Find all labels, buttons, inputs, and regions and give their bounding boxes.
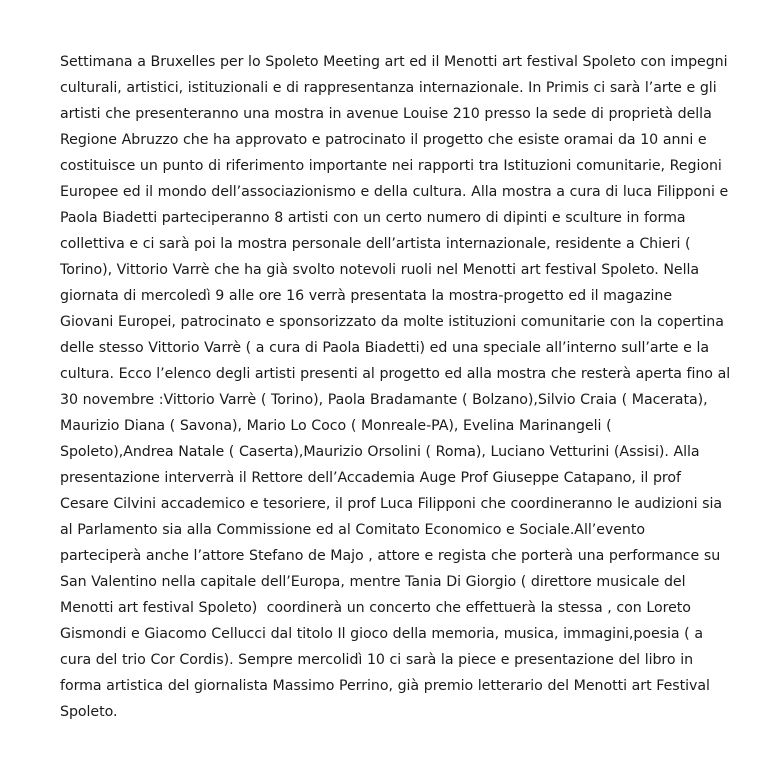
article-line: Settimana a Bruxelles per lo Spoleto Meeting art ed il Menotti art festival Spoleto con impegni (60, 54, 728, 70)
article-line: al Parlamento sia alla Commissione ed al Comitato Economico e Sociale.All’evento (60, 522, 645, 538)
article-line: Spoleto. (60, 704, 118, 720)
article-line: Torino), Vittorio Varrè che ha già svolto notevoli ruoli nel Menotti art festival Spoleto. Nella (60, 262, 699, 278)
article-line: 30 novembre :Vittorio Varrè ( Torino), Paola Bradamante ( Bolzano),Silvio Craia ( Macerata), (60, 392, 708, 408)
article-line: Spoleto),Andrea Natale ( Caserta),Maurizio Orsolini ( Roma), Luciano Vetturini (Assisi). Alla (60, 444, 700, 460)
article-line: cura del trio Cor Cordis). Sempre mercolidì 10 ci sarà la piece e presentazione del libro in (60, 652, 694, 668)
article-line: artisti che presenteranno una mostra in avenue Louise 210 presso la sede di proprietà della (60, 106, 712, 122)
article-line: cultura. Ecco l’elenco degli artisti presenti al progetto ed alla mostra che resterà aperta fino al (60, 366, 731, 382)
article-line: Gismondi e Giacomo Cellucci dal titolo Il gioco della memoria, musica, immagini,poesia ( a (60, 626, 703, 642)
article-line: culturali, artistici, istituzionali e di rappresentanza internazionale. In Primis ci sarà l’arte e gli (60, 80, 717, 96)
article-line: Giovani Europei, patrocinato e sponsorizzato da molte istituzioni comunitarie con la copertina (60, 314, 724, 330)
article-body (60, 49, 760, 725)
article-line: forma artistica del giornalista Massimo Perrino, già premio letterario del Menotti art Festival (60, 678, 710, 694)
article-line: Paola Biadetti parteciperanno 8 artisti con un certo numero di dipinti e sculture in forma (60, 210, 686, 226)
article-line: delle stesso Vittorio Varrè ( a cura di Paola Biadetti) ed una speciale all’interno sull’arte e la (60, 340, 709, 356)
article-line: giornata di mercoledì 9 alle ore 16 verrà presentata la mostra-progetto ed il magazine (60, 288, 673, 304)
article-line: Menotti art festival Spoleto) coordinerà un concerto che effettuerà la stessa , con Loreto (60, 600, 691, 616)
article-line: collettiva e ci sarà poi la mostra personale dell’artista internazionale, residente a Chieri ( (60, 236, 691, 252)
article-line: Regione Abruzzo che ha approvato e patrocinato il progetto che esiste oramai da 10 anni e (60, 132, 707, 148)
article-line: presentazione interverrà il Rettore dell’Accademia Auge Prof Giuseppe Catapano, il prof (60, 470, 681, 486)
article-line: Europee ed il mondo dell’associazionismo e della cultura. Alla mostra a cura di luca Filipponi e (60, 184, 729, 200)
article-line: costituisce un punto di riferimento importante nei rapporti tra Istituzioni comunitarie, Regioni (60, 158, 722, 174)
article-line: parteciperà anche l’attore Stefano de Majo , attore e regista che porterà una performance su (60, 548, 721, 564)
article-line: Cesare Cilvini accademico e tesoriere, il prof Luca Filipponi che coordineranno le audizioni sia (60, 496, 723, 512)
article-line: Maurizio Diana ( Savona), Mario Lo Coco ( Monreale-PA), Evelina Marinangeli ( (60, 418, 612, 434)
article-line: San Valentino nella capitale dell’Europa, mentre Tania Di Giorgio ( direttore musicale del (60, 574, 686, 590)
